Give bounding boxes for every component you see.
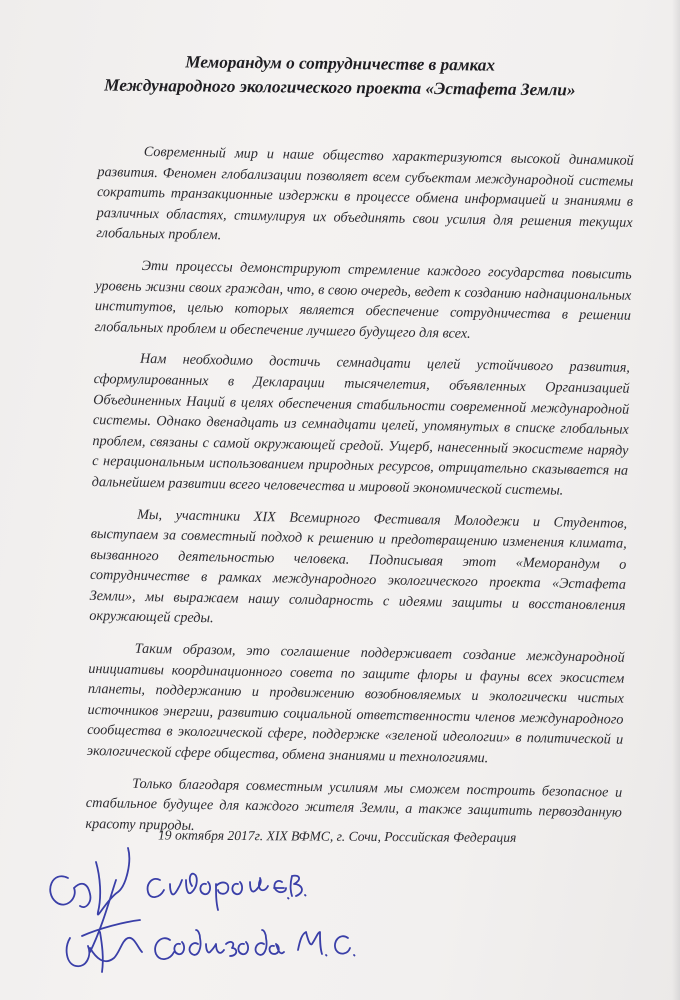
title-line-2: Международного экологического проекта «Эстафета Земли»	[104, 75, 576, 100]
paragraph-5: Таким образом, это соглашение поддерживает создание международной инициативы координационного совета по защите флоры и фауны всех экосистем планеты, поддержанию и продвижению возобновляемых и экологически чистых источников энергии, развитию социальной ответственности членов международного сообщества в экологической сфере, поддержке «зеленой идеологии» в политической и экологической сфере общества, обмена знаниями и технологиями.	[86, 640, 625, 767]
title-line-1: Меморандум о сотрудничестве в рамках	[185, 52, 496, 75]
memorandum-body	[85, 141, 634, 855]
signature-name-2	[155, 930, 284, 959]
signature-scribble-1b	[82, 880, 140, 952]
handwritten-signatures	[30, 840, 370, 990]
paragraph-2: Эти процессы демонстрируют стремление каждого государства повысить уровень жизни своих граждан, что, в свою очередь, ведет к созданию наднациональных институтов, целью которых является обеспечение сотрудничества в решении глобальных проблем и обеспечение лучшего будущего для всех.	[94, 257, 632, 342]
signature-scribble-2	[67, 938, 142, 966]
paragraph-6: Только благодаря совместным усилиям мы сможем построить безопасное и стабильное будущее для каждого жителя Земли, а также защитить первозданную красоту природы.	[85, 775, 623, 834]
paragraph-3: Нам необходимо достичь семнадцати целей устойчивого развития, сформулированных в Декларации тысячелетия, объявленных Организацией Объединенных Наций в целях обеспечения стабильности современной международной системы. Однако двенадцать из семнадцати целей, упомянутых в списке глобальных проблем, связаны с самой окружающей средой. Ущерб, нанесенный экосистеме наряду с нерациональным использованием природных ресурсов, отрицательно сказывается на дальнейшем развитии всего человечества и мировой экономической системы.	[91, 351, 631, 499]
memorandum-title	[0, 48, 680, 103]
page-edge-shadow	[672, 0, 680, 1000]
paragraph-1: Современный мир и наше общество характеризуются высокой динамикой развития. Феномен глобализации позволяет всем субъектам международной системы сократить транзакционные издержки в процессе обмена информацией и знаниями в различных областях, стимулируя их объединять свои усилия для решения текущих глобальных проблем.	[96, 143, 634, 244]
signature-block	[30, 840, 370, 990]
paragraph-4: Мы, участники XIX Всемирного Фестиваля Молодежи и Студентов, выступаем за совместный подход к решению и предотвращению изменения климата, вызванного деятельностью человека. Подписывая этот «Меморандум о сотрудничестве в рамках международного экологического проекта «Эстафета Земли», мы выражаем нашу солидарность с идеями защиты и восстановления окружающей среды.	[89, 506, 628, 627]
date-place-line: 19 октября 2017г. XIX ВФМС, г. Сочи, Российская Федерация	[157, 827, 517, 845]
signature-name-1	[148, 874, 268, 910]
signature-scribble-1	[50, 848, 129, 915]
